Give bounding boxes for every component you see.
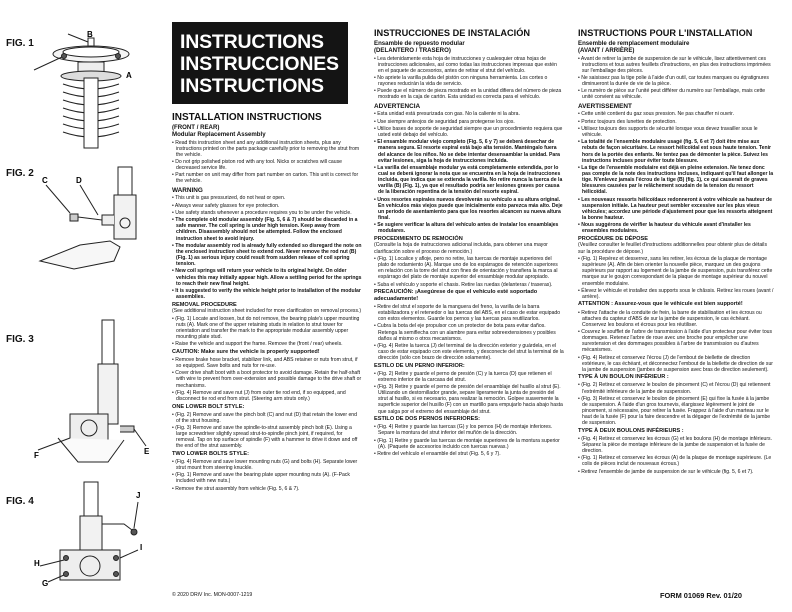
es-two-bolts-list	[374, 424, 564, 457]
list-item: • Cubra la bota del eje propulsor con un protector de bota para evitar daños. Retenga la semiflecha con un alambre para evitar sobreextensiones y posibles daños al mismo o otros mecanismos.	[374, 323, 564, 341]
list-item: • (Fig. 4) Remove and save nut (J) from outer tie rod end, if so equipped, and disconnect tie rod end from strut. (Steering arm struts only.)	[172, 390, 362, 402]
fig2-label: FIG. 2	[6, 168, 34, 179]
list-item: • Retirez l'ensemble de jambe de suspension de sur le véhicule (fig. 5, 6 et 7).	[578, 469, 774, 475]
fig2-illustration	[30, 165, 158, 275]
en-removal-note: (See additional instruction sheet included for more clarification on removal process.)	[172, 308, 362, 315]
list-item: • (Fig. 3) Retirez et conservez le boulon de pincement (E) qui fixe la fusée à la jambe de suspension. À l'aide d'un gros tournevis, élargissez légèrement le joint de pincement, si nécessaire, pour retirer la fusée. Frappez à l'aide d'un marteau sur le haut de la fusée (F) pour la faire descendre et la dégager de l'extrémité de la jambe de suspension.	[578, 396, 774, 426]
banner-line-fr: INSTRUCTIONS	[180, 75, 324, 97]
list-item: • Ne saisissez pas la tige polie à l'aide d'un outil, car toutes marques ou égratignures diminueront la durée de vie de la pièce.	[578, 75, 774, 87]
es-title: INSTRUCCIONES DE INSTALACIÓN	[374, 28, 531, 38]
list-item: • Avant de retirer la jambe de suspension de sur le véhicule, lisez attentivement ces instructions et tous autres feuillets d'instructions, en plus des instructions imprimées sur l'emballage des pièces.	[578, 56, 774, 74]
list-item: • New coil springs will return your vehicle to its original height. On older vehicles this may initially appear high. Allow a settling period for the springs to reach their new final height.	[172, 268, 362, 286]
list-item: • This unit is gas pressurized, do not heat or open.	[172, 195, 362, 201]
es-subtitle-1: Ensamble de repuesto modular	[374, 40, 465, 47]
list-item: • Retire del strut el soporte de la manguera del freno, la varilla de la barra estabilizadora y el retenedor o las tuercas del ABS, en el caso de estar equipado con estos elementos. Guarde los pernos y las tuercas para reutilizarlos.	[374, 304, 564, 322]
list-item: • The complete old modular assembly (Fig. 5, 6 & 7) should be discarded in a safe manner. The coil spring is under high tension. Keep away from children. Disassembly should not be attempted. Follow the enclosed instruction sheet to avoid injury.	[172, 217, 362, 241]
en-subtitle-1: (FRONT / REAR)	[172, 124, 220, 131]
list-item: • (Fig. 2) Retire y guarde el perno de presión (C) y la tuerca (D) que retienen el extremo inferior de la carcasa del strut.	[374, 371, 564, 383]
list-item: • El ensamble modular viejo completo (Fig. 5, 6 y 7) se deberá desechar de manera segura. El resorte espiral está bajo alta tensión. Manténgalo fuera del alcance de los niños. No se debe intentar desensamblar la unidad. Para evitar lesiones, siga la hoja de instrucciones incluida.	[374, 139, 564, 163]
list-item: • (Fig. 1) Locate and loosen, but do not remove, the bearing plate's upper mounting nuts (A). Mark one of the upper retaining studs in relation to strut tower for orientation and transfer the mark to the appropriate modular assembly upper mounting plate stud.	[172, 316, 362, 340]
list-item: • (Fig. 2) Remove and save the pinch bolt (C) and nut (D) that retain the lower end of the strut housing.	[172, 412, 362, 424]
fr-removal-list	[578, 256, 774, 300]
list-item: • Utilice bases de soporte de seguridad siempre que un procedimiento requiera que usted esté debajo del vehículo.	[374, 126, 564, 138]
banner-line-es: INSTRUCCIONES	[180, 53, 339, 75]
list-item: • Suba el vehículo y soporte el chasis. Retire las ruedas (delanteras / traseras).	[374, 282, 564, 288]
en-caution-heading: CAUTION: Make sure the vehicle is properly supported!	[172, 348, 320, 355]
list-item: • No apriete la varilla pulida del pistón con ninguna herramienta. Los cortes o rayones reducirán la vida de servicio.	[374, 75, 564, 87]
en-warning-heading: WARNING	[172, 186, 203, 194]
fr-warning-heading: AVERTISSEMENT	[578, 102, 632, 110]
es-one-bolt-heading: ESTILO DE UN PERNO INFERIOR:	[374, 362, 465, 369]
en-removal-list	[172, 316, 362, 348]
list-item: • (Fig. 4) Retire y guarde las tuercas (G) y los pernos (H) de montaje inferiores. Separe la montura del strut inferior del muñón de la dirección.	[374, 424, 564, 436]
list-item: • It is suggested to verify the vehicle height prior to installation of the modular assemblies.	[172, 288, 362, 300]
list-item: • La totalité de l'ensemble modulaire usagé (fig. 5, 6 et 7) doit être mise aux rebuts de façon sécuritaire. Le ressort hélicoïdal est sous haute tension. Tenir hors de la portée des enfants. Ne tentez pas de démonter la pièce. Suivez les instructions incluses pour éviter toute blessure.	[578, 139, 774, 163]
figure-column	[0, 0, 170, 612]
list-item: • (Fig. 4) Retire la tuerca (J) del terminal de la dirección exterior y guárdela, en el caso de estar equipado con este elemento, y desconecte del strut la terminal de la dirección (sólo con brazo de dirección solamente).	[374, 343, 564, 361]
list-item: • Se sugiere verificar la altura del vehículo antes de instalar los ensamblajes modulares.	[374, 222, 564, 234]
instructions-banner	[172, 22, 348, 104]
en-warning-list	[172, 195, 362, 300]
list-item: • Unos resortes espirales nuevos devolverán su vehículo a su altura original. En vehículos más viejos puede que inicialmente esto parezca más alto. Deje un periodo de asentamiento para que los resortes alcancen su nueva altura final.	[374, 197, 564, 221]
fig1-label: FIG. 1	[6, 38, 34, 49]
list-item: • Retire del vehículo el ensamble del strut (Fig. 5, 6 y 7).	[374, 451, 564, 457]
list-item: • (Fig. 2) Retirez et conservez le boulon de pincement (C) et l'écrou (D) qui retiennent l'extrémité inférieure de la jambe de suspension.	[578, 382, 774, 394]
form-number: FORM 01069 Rev. 01/20	[660, 591, 743, 600]
list-item: • Use siempre anteojos de seguridad para protegerse los ojos.	[374, 119, 564, 125]
fr-warning-list	[578, 111, 774, 234]
list-item: • Utilisez toujours des supports de sécurité lorsque vous devez travailler sous le véhicule.	[578, 126, 774, 138]
english-column	[172, 112, 362, 493]
fr-subtitle-2: (AVANT / ARRIÈRE)	[578, 47, 635, 54]
list-item: • (Fig. 1) Retirez et conservez les écrous (A) de la plaque de montage supérieure. (Le colis de pièces inclut de nouveaux écrous.)	[578, 455, 774, 467]
list-item: • Les nouveaux ressorts hélicoïdaux redonneront à votre véhicule sa hauteur de suspension initiale. La hauteur peut sembler excessive sur les plus vieux véhicules; accordez une période d'ajustement pour que les ressorts atteignent la bonne hauteur.	[578, 197, 774, 221]
list-item: • The modular assembly rod is already fully extended so disregard the note on the enclosed instruction sheet to extend rod. Never remove the rod nut (B) (Fig. 1) as serious injury could result from sudden release of coil spring tension.	[172, 243, 362, 267]
es-intro-list	[374, 56, 564, 101]
list-item: • Read this instruction sheet and any additional instruction sheets, plus any instructions printed on the parts package carefully prior to removing the strut from the vehicle.	[172, 140, 362, 158]
en-two-bolts-list	[172, 459, 362, 492]
en-intro-list	[172, 140, 362, 185]
list-item: • Lea detenidamente esta hoja de instrucciones y cualesquier otras hojas de instrucciones adicionales, así como todas las instrucciones impresas que estén en el paquete de accesorios, antes de retirar el strut del vehículo.	[374, 56, 564, 74]
fig4-callout-g: G	[42, 579, 49, 588]
list-item: • (Fig. 1) Retire y guarde las tuercas de montaje superiores de la montura superior (A). (Paquete de accesorios incluido con tuercas nuevas.)	[374, 438, 564, 450]
list-item: • Remove brake hose bracket, stabilizer link, and ABS retainer or nuts from strut, if so equipped. Save bolts and nuts for re-use.	[172, 357, 362, 369]
list-item: • Do not grip polished piston rod with any tool. Nicks or scratches will cause decreased service life.	[172, 159, 362, 171]
fig4-illustration	[30, 480, 158, 595]
es-subtitle-2: (DELANTERO / TRASERO)	[374, 47, 451, 54]
en-subtitle-2: Modular Replacement Assembly	[172, 131, 266, 138]
fig4-callout-i: I	[140, 543, 143, 552]
list-item: • Always wear safety glasses for eye protection.	[172, 203, 362, 209]
list-item: • Cette unité contient du gaz sous pression. Ne pas chauffer ni ouvrir.	[578, 111, 774, 117]
list-item: • (Fig. 4) Retirez et conservez les écrous (G) et les boulons (H) de montage inférieurs. Séparez la pièce de montage inférieure de la jambe de suspension et la fusée de direction.	[578, 436, 774, 454]
banner-line-en: INSTRUCTIONS	[180, 31, 324, 53]
list-item: • Élevez le véhicule et installez des supports sous le châssis. Retirez les roues (avant / arrière).	[578, 288, 774, 300]
fig2-callout-d: D	[76, 176, 82, 185]
list-item: • (Fig. 3) Remove and save the spindle-to-strut assembly pinch bolt (E). Using a large screwdriver slightly spread strut-to-spindle pinch joint, if required, for removal. Tap on top surface of spindle (F) with a hammer to drive it down and off the end of the strut assembly.	[172, 425, 362, 449]
list-item: • Esta unidad está presurizada con gas. No la caliente ni la abra.	[374, 111, 564, 117]
copyright: © 2020 DRiV Inc. MON-0007-1219	[172, 592, 253, 598]
en-one-bolt-list	[172, 412, 362, 450]
list-item: • (Fig. 1) Repérez et desserrez, sans les retirer, les écrous de la plaque de montage supérieure (A). Afin de bien orienter la nouvelle pièce, marquez un des goujons supérieurs par rapport au logement de la jambe de suspension, puis transférez cette marque sur le goujon correspondant de la plaque de montage supérieur du nouvel ensemble modulaire.	[578, 256, 774, 286]
es-one-bolt-list	[374, 371, 564, 415]
fig1-callout-b: B	[87, 30, 93, 39]
fr-one-bolt-list	[578, 382, 774, 426]
en-removal-heading: REMOVAL PROCEDURE	[172, 301, 237, 308]
fig3-callout-e: E	[144, 447, 150, 456]
es-warning-heading: ADVERTENCIA	[374, 102, 421, 110]
fr-two-bolts-heading: TYPE À DEUX BOULONS INFÉRIEURS :	[578, 427, 684, 434]
fr-two-bolts-list	[578, 436, 774, 475]
list-item: • Part number on unit may differ from part number on carton. This unit is correct for the vehicle.	[172, 172, 362, 184]
es-warning-list	[374, 111, 564, 234]
en-one-bolt-heading: ONE LOWER BOLT STYLE:	[172, 403, 245, 410]
fr-caution-list	[578, 310, 774, 373]
fig1-callout-a: A	[126, 71, 132, 80]
fr-one-bolt-heading: TYPE À UN BOULON INFÉRIEUR :	[578, 374, 669, 381]
en-two-bolts-heading: TWO LOWER BOLTS STYLE:	[172, 450, 249, 457]
fig4-label: FIG. 4	[6, 496, 34, 507]
list-item: • La tige de l'ensemble modulaire est déjà en pleine extension. Ne tenez donc pas compte de la note des instructions incluses, indiquant qu'il faut allonger la tige. N'enlevez jamais l'écrou de la tige (B) (fig. 1), ce qui causerait de graves blessures causées par le relâchement soudain de la tension du ressort hélicoïdal.	[578, 165, 774, 195]
fig3-label: FIG. 3	[6, 334, 34, 345]
fr-title: INSTRUCTIONS POUR L'INSTALLATION	[578, 28, 753, 38]
list-item: • Raise the vehicle and support the frame. Remove the (front / rear) wheels.	[172, 341, 362, 347]
en-caution-list	[172, 357, 362, 402]
fig1-illustration	[30, 30, 158, 150]
list-item: • Le numéro de pièce sur l'unité peut différer du numéro sur l'emballage, mais cette unité convient au véhicule.	[578, 88, 774, 100]
es-caution-heading: PRECAUCIÓN: ¡Asegúrese de que el vehículo esté soportado adecuadamente!	[374, 289, 538, 302]
list-item: • Cover drive shaft boot with a boot protector to avoid damage. Retain the half-shaft with wire to prevent from over-extension and possible damage to the drive shaft or mechanisms.	[172, 370, 362, 388]
fr-removal-heading: PROCÉDURE DE DÉPOSE	[578, 235, 648, 242]
spanish-column	[374, 28, 564, 458]
es-removal-heading: PROCEDIMIENTO DE REMOCIÓN	[374, 235, 463, 242]
list-item: • Remove the strut assembly from vehicle (Fig. 5, 6 & 7).	[172, 486, 362, 492]
fr-removal-note: (Veuillez consulter le feuillet d'instructions additionnelles pour obtenir plus de détails sur la procédure de dépose.)	[578, 242, 767, 255]
es-caution-list	[374, 304, 564, 361]
es-two-bolts-heading: ESTILO DE DOS PERNOS INFERIORES:	[374, 416, 480, 423]
fr-intro-list	[578, 56, 774, 101]
en-title: INSTALLATION INSTRUCTIONS	[172, 112, 322, 123]
fr-subtitle-1: Ensemble de remplacement modulaire	[578, 40, 690, 47]
list-item: • (Fig. 1) Localice y afloje, pero no retire, las tuercas de montaje superiores del plato de rodamiento (A). Marque uno de los espárragos de retención superiores en relación con la torre del strut con fines de orientación y transfiera la marca al espárrago del plato de montaje superior del ensamblaje modular apropiado.	[374, 256, 564, 280]
list-item: • La varilla del ensamblaje modular ya está completamente extendida, por lo cual se deberá ignorar la nota que se encuentra en la hoja de instrucciones incluida, que indica que se extienda la varilla. No retire nunca la tuerca de la varilla (B) (Fig. 1), ya que el resultado podría ser lesiones graves por causa de la liberación repentina de la tensión del resorte espiral.	[374, 165, 564, 195]
fig3-callout-f: F	[34, 451, 39, 460]
list-item: • Use safety stands whenever a procedure requires you to be under the vehicle.	[172, 210, 362, 216]
list-item: • Portez toujours des lunettes de protection.	[578, 119, 774, 125]
list-item: • (Fig. 1) Remove and save the bearing plate upper mounting nuts (A). (F-Pack included with new nuts.)	[172, 472, 362, 484]
list-item: • Couvrez le soufflet de l'arbre de transmission à l'aide d'un protecteur pour éviter tous dommages. Retenez l'arbre de roue avec une broche pour empêcher une surextension et des dommages possibles à l'arbre de transmission ou d'autres mécanismes.	[578, 329, 774, 353]
list-item: • (Fig. 3) Retire y guarde el perno de presión del ensamblaje del husillo al strut (E). Utilizando un destornillador grande, separe ligeramente la junta de presión del strut al husillo, si es necesario, para realizar la remoción. Golpee suavemente la superficie superior del husillo (F) con un martillo para empujarlo hacia abajo hasta que salga por el extremo del ensamblaje del strut.	[374, 384, 564, 414]
fig2-callout-c: C	[42, 176, 48, 185]
es-removal-note: (Consulte la hoja de instrucciones adicional incluida, para obtener una mayor clarificación sobre el proceso de remoción.)	[374, 242, 548, 255]
fig4-callout-h: H	[34, 559, 40, 568]
list-item: • Puede que el número de pieza mostrado en la unidad difiera del número de pieza mostrado en la caja de cartón. Esta unidad es correcta para el vehículo.	[374, 88, 564, 100]
es-removal-list	[374, 256, 564, 288]
list-item: • Retirez l'attache de la conduite de frein, la barre de stabilisation et les écrous ou attaches du capteur d'ABS de sur la jambe de suspension, le cas échéant. Conservez les boulons et écrous pour les réutiliser.	[578, 310, 774, 328]
list-item: • (Fig. 4) Retirez et conservez l'écrou (J) de l'embout de biellette de direction extérieure, le cas échéant, et déconnectez l'embout de la biellette de direction de sur la jambe de suspension (jambes de suspension avec bras de direction seulement).	[578, 355, 774, 373]
fig3-illustration	[30, 318, 158, 468]
list-item: • Nous suggérons de vérifier la hauteur du véhicule avant d'installer les ensembles modulaires.	[578, 222, 774, 234]
fr-caution-heading: ATTENTION : Assurez-vous que le véhicule est bien supporté!	[578, 301, 743, 308]
list-item: • (Fig. 4) Remove and save lower mounting nuts (G) and bolts (H). Separate lower strut mount from steering knuckle.	[172, 459, 362, 471]
french-column	[578, 28, 774, 476]
fig4-callout-j: J	[136, 491, 141, 500]
